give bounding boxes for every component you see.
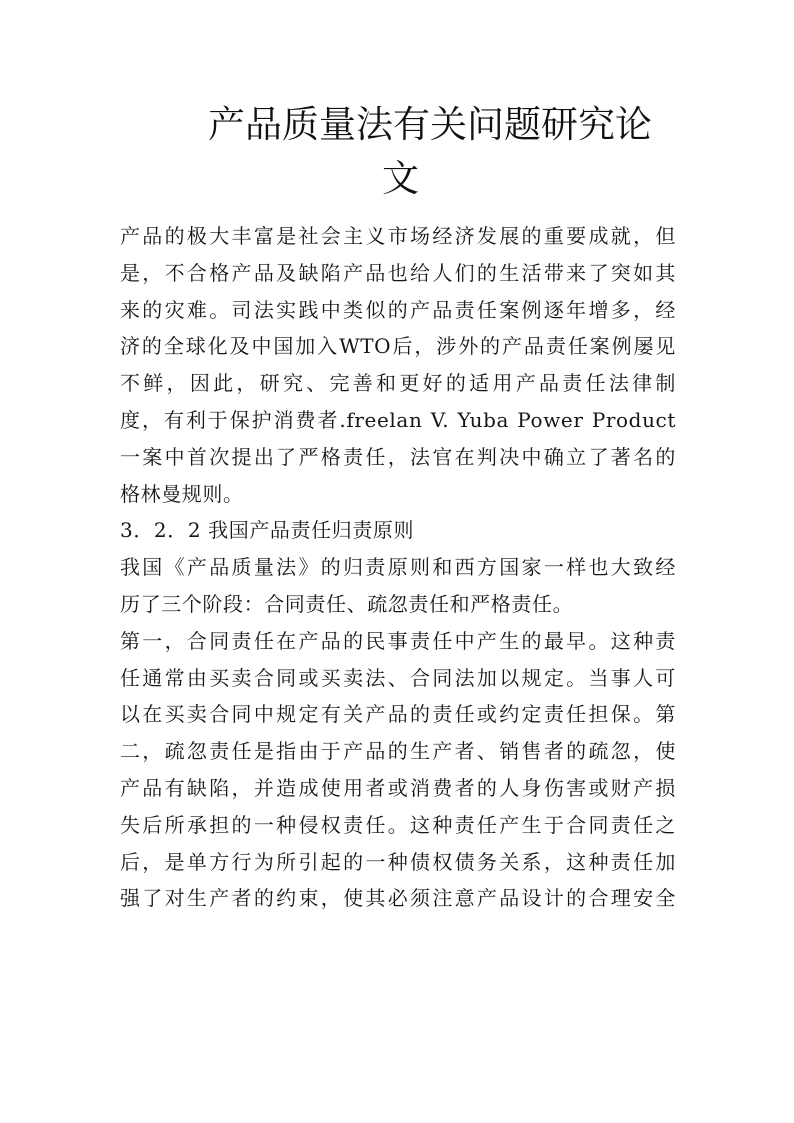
- text-line: 不鲜，因此，研究、完善和更好的适用产品责任法律制: [120, 371, 676, 396]
- text-line: 后，是单方行为所引起的一种债权债务关系，这种责任加: [120, 849, 676, 874]
- text-line: 第一，合同责任在产品的民事责任中产生的最早。这种责: [120, 628, 676, 653]
- text-line: 我国《产品质量法》的归责原则和西方国家一样也大致经: [120, 555, 676, 580]
- text-line: 是，不合格产品及缺陷产品也给人们的生活带来了突如其: [120, 260, 676, 285]
- text-line: 产品有缺陷，并造成使用者或消费者的人身伤害或财产损: [120, 775, 676, 800]
- text-line: 产品的极大丰富是社会主义市场经济发展的重要成就，但: [120, 224, 676, 248]
- text-line: 以在买卖合同中规定有关产品的责任或约定责任担保。第: [120, 702, 676, 727]
- text-line: 强了对生产者的约束，使其必须注意产品设计的合理安全: [120, 886, 676, 911]
- title-line-2: 文: [382, 157, 419, 200]
- document-title: [120, 98, 680, 206]
- text-line: 历了三个阶段：合同责任、疏忽责任和严格责任。: [120, 591, 574, 616]
- text-line: 度，有利于保护消费者.freelan V. Yuba Power Product: [120, 407, 676, 432]
- text-line: 来的灾难。司法实践中类似的产品责任案例逐年增多，经: [120, 297, 676, 322]
- text-line: 济的全球化及中国加入WTO后，涉外的产品责任案例屡见: [120, 334, 676, 359]
- body-text: [120, 218, 676, 917]
- text-line: 格林曼规则。: [120, 481, 244, 506]
- text-line: 一案中首次提出了严格责任，法官在判决中确立了著名的: [120, 444, 676, 469]
- text-line: 二，疏忽责任是指由于产品的生产者、销售者的疏忽，使: [120, 739, 676, 764]
- text-line: 3．2．2 我国产品责任归责原则: [120, 518, 415, 543]
- title-line-1: 产品质量法有关问题研究论: [208, 103, 652, 146]
- text-line: 任通常由买卖合同或买卖法、合同法加以规定。当事人可: [120, 665, 676, 690]
- text-line: 失后所承担的一种侵权责任。这种责任产生于合同责任之: [120, 812, 676, 837]
